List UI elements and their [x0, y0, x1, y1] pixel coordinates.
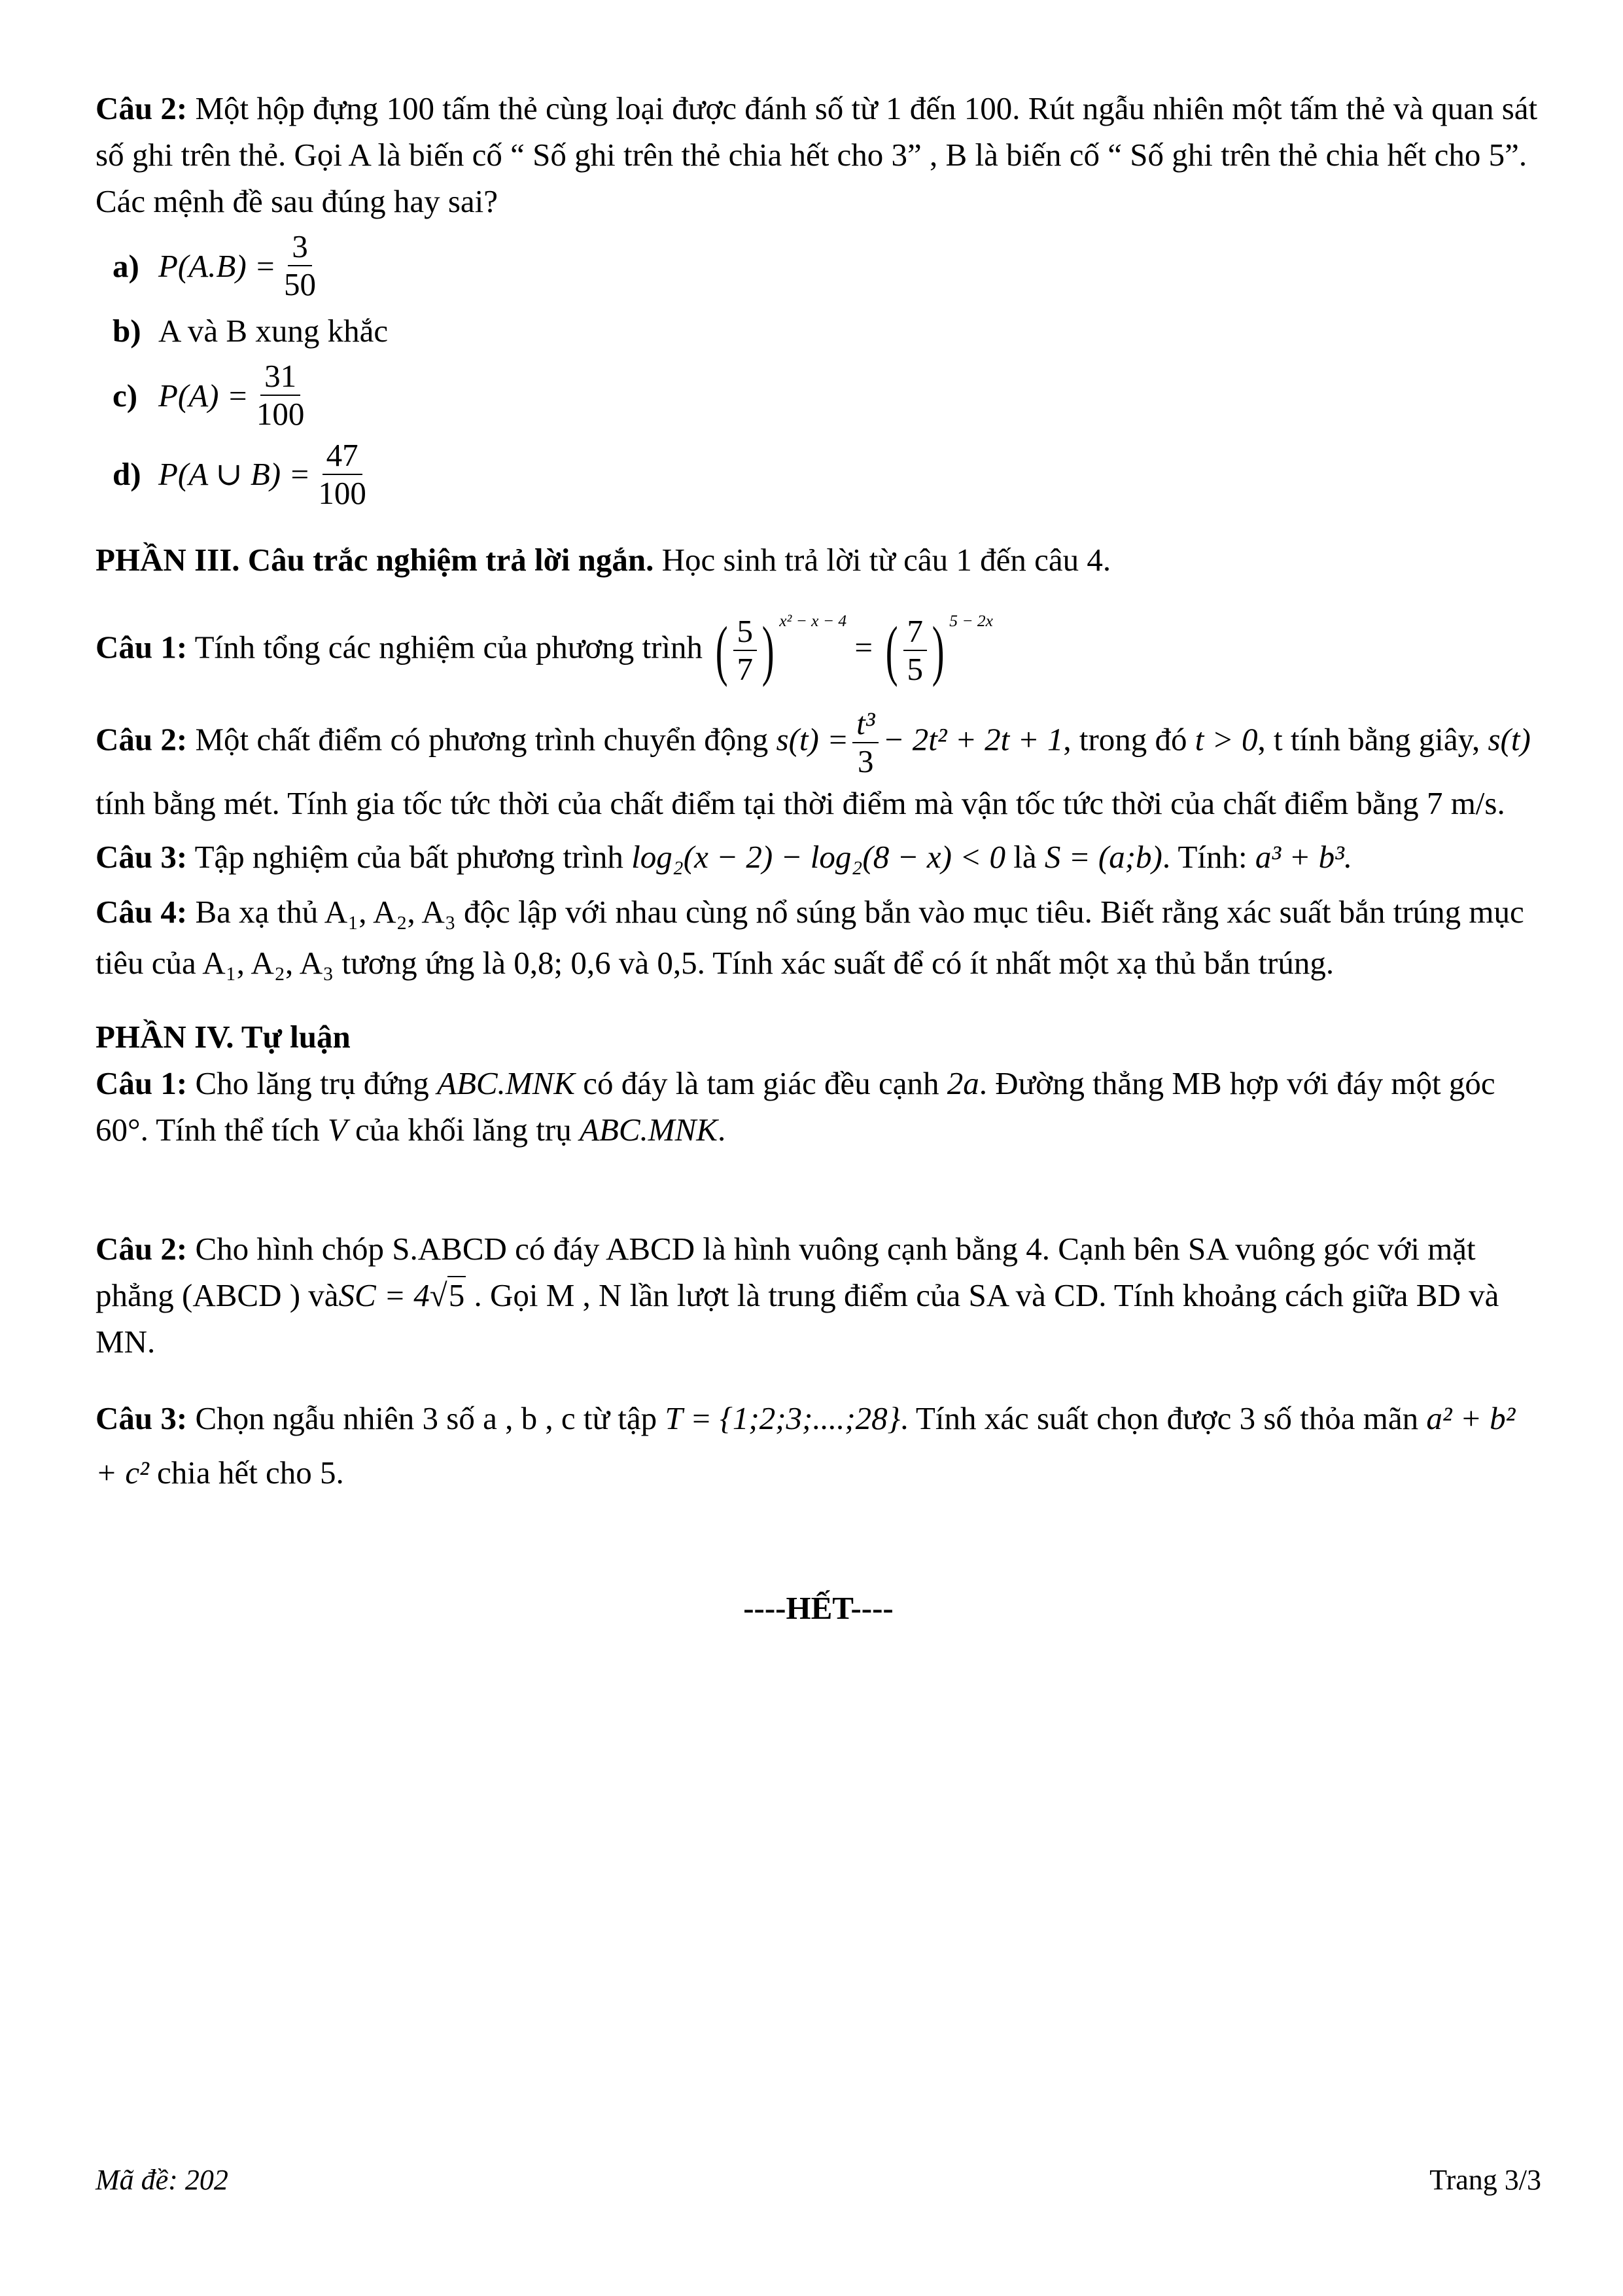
option-c: c) P(A) = $\frac{31}{100}$: [113, 358, 1541, 433]
part4-q1: Câu 1: Cho lăng trụ đứng ABC.MNK có đáy là tam giác đều cạnh 2a. Đường thẳng MB hợp với đáy một góc 60°. Tính thể tích V của khối lăng trụ ABC.MNK.: [96, 1065, 1495, 1148]
option-b: b) A và B xung khắc: [113, 312, 389, 349]
page-footer: [96, 2159, 1541, 2201]
fraction: $\frac{3}{50}$: [284, 228, 316, 303]
option-a: a) P(A.B) = $\frac{3}{50}$: [113, 228, 1541, 304]
part4-q3: Câu 3: Chọn ngẫu nhiên 3 số a , b , c từ tập T = {1;2;3;....;28}. Tính xác suất chọn được 3 số thỏa mãn a² + b² + c² chia hết cho 5.: [96, 1400, 1516, 1491]
page-number: Trang 3/3: [1429, 2164, 1541, 2196]
page-content: [96, 85, 1541, 1631]
part2-q2-text: Câu 2: Một hộp đựng 100 tấm thẻ cùng loại được đánh số từ 1 đến 100. Rút ngẫu nhiên một tấm thẻ và quan sát số ghi trên thẻ. Gọi A là biến cố “ Số ghi trên thẻ chia hết cho 3” , B là biến cố “ Số ghi trên thẻ chia hết cho 5”. Các mệnh đề sau đúng hay sai?: [96, 90, 1538, 220]
part3-q3: Câu 3: Tập nghiệm của bất phương trình log₂(x − 2) − log₂(8 − x) < 0 là S = (a;b). Tính: a³ + b³.: [96, 838, 1353, 875]
part3-heading: PHẦN III. Câu trắc nghiệm trả lời ngắn. Học sinh trả lời từ câu 1 đến câu 4.: [96, 542, 1111, 578]
exam-code: Mã đề: 202: [96, 2164, 228, 2196]
end-marker: ----HẾT----: [743, 1590, 894, 1627]
option-d: d) P(A ∪ B) = $\frac{47}{100}$: [113, 437, 1541, 512]
fraction: $\frac{47}{100}$: [318, 436, 366, 511]
part4-q2: Câu 2: Cho hình chóp S.ABCD có đáy ABCD là hình vuông cạnh bằng 4. Cạnh bên SA vuông góc với mặt phẳng (ABCD ) vàSC = 4√5 . Gọi M , N lần lượt là trung điểm của SA và CD. Tính khoảng cách giữa BD và MN.: [96, 1230, 1499, 1360]
part3-q1: Câu 1: Tính tổng các nghiệm của phương trình ( $\frac{5}{7}$ ) x² − x − 4 = ( $\frac{7}{5}$ ) 5 − 2x: [96, 611, 993, 688]
part3-q4: Câu 4: Ba xạ thủ A₁, A₂, A₃ độc lập với nhau cùng nổ súng bắn vào mục tiêu. Biết rằng xác suất bắn trúng mục tiêu của A₁, A₂, A₃ tương ứng là 0,8; 0,6 và 0,5. Tính xác suất để có ít nhất một xạ thủ bắn trúng.: [96, 893, 1524, 981]
question-label: Câu 2:: [96, 90, 188, 126]
fraction: $\frac{31}{100}$: [256, 357, 305, 433]
part3-q2: Câu 2: Một chất điểm có phương trình chuyển động s(t) = $\frac{\text{t³}}{3}$ − 2t² + 2t + 1, trong đó t > 0, t tính bằng giây, s(t) tính bằng mét. Tính gia tốc tức thời của chất điểm tại thời điểm mà vận tốc tức thời của chất điểm bằng 7 m/s.: [96, 705, 1531, 822]
part4-heading: PHẦN IV. Tự luận: [96, 1019, 351, 1055]
